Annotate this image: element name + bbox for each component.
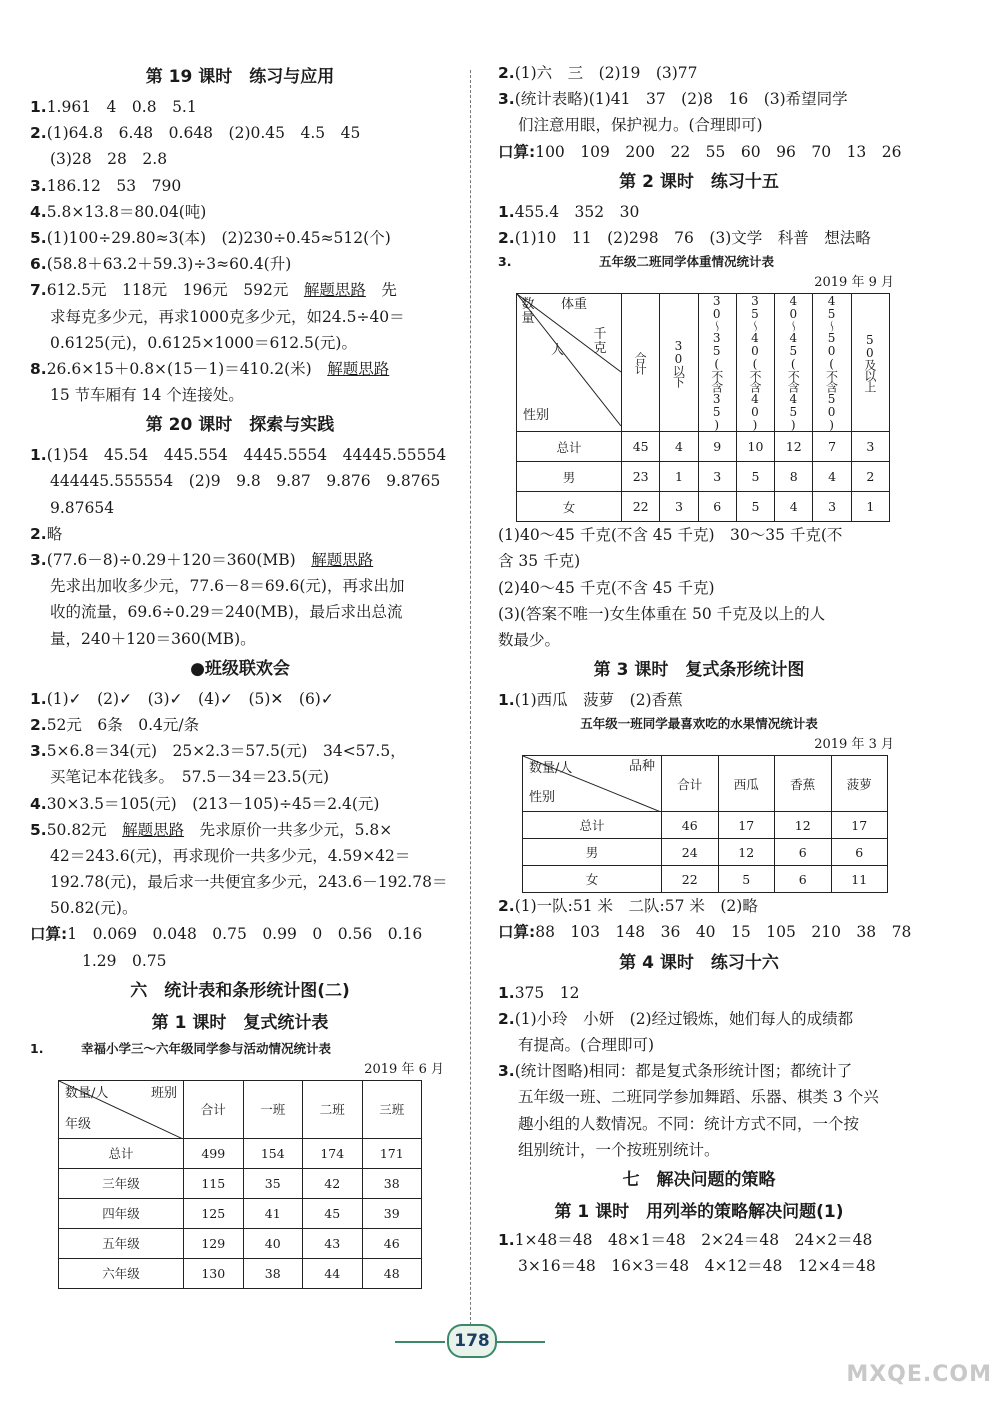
column-divider [470, 70, 471, 1350]
table-row: 五年级 129 40 43 46 [59, 1228, 422, 1258]
table-date: 2019 年 9 月 [814, 275, 894, 291]
header-cell: 菠萝 [831, 756, 888, 812]
table-caption: 幸福小学三～六年级同学参与活动情况统计表 [80, 1040, 331, 1056]
fruit-table [522, 755, 888, 893]
footer-line-left [395, 1341, 445, 1343]
header-cell: 一班 [243, 1080, 303, 1138]
table-row: 男 23 1 3 5 8 4 2 [517, 462, 890, 492]
section-title-party: ●班级联欢会 [190, 658, 290, 679]
header-cell: 西瓜 [718, 756, 775, 812]
activity-table [58, 1080, 422, 1289]
left-column: 第 19 课时 练习与应用 1.1.961 4 0.8 5.1 2.(1)64.8 6.48 0.648 (2)0.45 4.5 45 (3)28 28 2.8 3.186.12 53 790 4.5.8×13.8＝80.04(吨) 5.(1)100÷29.80≈3(本) (2)230÷0.45≈512(个) 6.(58.8＋63.2＋59.3)÷3≈60.4(升) 7.612.5元 118元 196元 592元 解题思路 先 求每克多少元，再求1000克多少元，如24.5÷40＝ 0.6125(元)，0.6125×1000＝612.5(元)。 8.26.6×15＋0.8×(15－1)＝410.2(米) 解题思路 15 节车厢有 14 个连接处。 第 20 课时 探索与实践 1.(1)54 45.54 445.554 4445.5554 44445.55554 444445.555554 (2)9 9.8 9.87 9.876 9.8765 9.87654 2.略 3.(77.6－8)÷0.29＋120＝360(MB) 解题思路 先求出加收多少元，77.6－8＝69.6(元)，再求出加 收的流量，69.6÷0.29＝240(MB)，最后求出总流 量，240＋120＝360(MB)。 ●班级联欢会 1.(1)✓ (2)✓ (3)✓ (4)✓ (5)✕ (6)✓ 2.52元 6条 0.4元/条 3.5×6.8＝34(元) 25×2.3＝57.5(元) 34<57.5， 买笔记本花钱多。 57.5－34＝23.5(元) 4.30×3.5＝105(元) (213－105)÷45＝2.4(元) 5.50.82元 解题思路 先求原价一共多少元，5.8× 42＝243.6(元)，再求现价一共多少元，4.59×42＝ 192.78(元)，最后求一共便宜多少元，243.6－192.78＝ 50.82(元)。 口算:1 0.069 0.048 0.75 0.99 0 0.56 0.16 1.29 0.75 六 统计表和条形统计图(二) 第 1 课时 复式统计表 1. 幸福小学三～六年级同学参与活动情况统计表 2019 年 6 月 数量/人 班别 年级 合计 一班 二班 三班 总计 499 154 174 171 三年级 115 35 42 38 四年级 125 41 45 39 五年级 129 40 43 46 六年级 130 38 44 48 [30, 60, 450, 1289]
table-row: 女 22 3 6 5 4 3 1 [517, 492, 890, 522]
header-cell: 三班 [362, 1080, 422, 1138]
hint-label: 解题思路 [327, 359, 390, 378]
table-row: 女 22 5 6 11 [523, 866, 888, 893]
table-row: 总计 46 17 12 17 [523, 812, 888, 839]
table-corner: 数量/人 班别 年级 [59, 1080, 184, 1138]
table-row: 四年级 125 41 45 39 [59, 1198, 422, 1228]
table-date: 2019 年 3 月 [814, 737, 894, 753]
table-row: 六年级 130 38 44 48 [59, 1258, 422, 1288]
table-corner: 数量/人 品种 性别 [523, 756, 662, 812]
hint-label: 解题思路 [122, 820, 185, 839]
table-caption: 五年级二班同学体重情况统计表 [598, 254, 774, 270]
hint-label: 解题思路 [311, 551, 374, 569]
header-cell: 30以下 [671, 338, 686, 387]
header-cell: 45～50(不含50) [824, 294, 839, 432]
weight-table [516, 293, 890, 522]
page-number: 178 [447, 1324, 497, 1358]
header-cell: 合计 [633, 351, 648, 374]
hint-label: 解题思路 [303, 281, 366, 300]
table-date: 2019 年 6 月 [364, 1061, 444, 1077]
watermark: MXQE.COM [846, 1362, 992, 1387]
header-cell: 30～35(不含35) [709, 294, 724, 432]
section-title-20: 第 20 课时 探索与实践 [145, 415, 335, 436]
header-cell: 合计 [662, 756, 719, 812]
table-corner: 数量 体重 人 千克 性别 [517, 294, 622, 432]
table-row: 男 24 12 6 6 [523, 839, 888, 866]
table-caption: 五年级一班同学最喜欢吃的水果情况统计表 [580, 716, 818, 732]
header-cell: 香蕉 [775, 756, 832, 812]
header-cell: 50及以上 [862, 333, 877, 393]
lesson-title-2: 第 2 课时 练习十五 [619, 171, 779, 192]
chapter-title-6: 六 统计表和条形统计图(二) [130, 980, 350, 1001]
header-cell: 40～45(不含45) [786, 294, 801, 432]
footer-line-right [495, 1341, 545, 1343]
table-row: 总计 45 4 9 10 12 7 3 [517, 432, 890, 462]
chapter-title-7: 七 解决问题的策略 [622, 1169, 776, 1190]
header-cell: 35～40(不含40) [747, 294, 762, 432]
table-row: 总计 499 154 174 171 [59, 1138, 422, 1168]
lesson-title-1: 第 1 课时 复式统计表 [151, 1012, 329, 1033]
right-column: 2.(1)六 三 (2)19 (3)77 3.(统计表略)(1)41 37 (2)8 16 (3)希望同学 们注意用眼，保护视力。(合理即可) 口算:100 109 200 22 55 60 96 70 13 26 第 2 课时 练习十五 1.455.4 352 30 2.(1)10 11 (2)298 76 (3)文学 科普 想法略 3. 五年级二班同学体重情况统计表 2019 年 9 月 数量 体重 人 千克 性别 合计 30以下 30～35(不含35) 35～40(不含40) 40～45(不含45) 45～50(不含50) 50及以上 总计 45 4 9 10 12 7 3 男 23 1 3 5 8 4 2 女 22 3 6 5 4 3 1 (1)40～45 千克(不含 45 千克) 30～35 千克(不 含 35 千克) (2)40～45 千克(不含 45 千克) (3)(答案不唯一)女生体重在 50 千克及以上的人 数最少。 第 3 课时 复式条形统计图 1.(1)西瓜 菠萝 (2)香蕉 五年级一班同学最喜欢吃的水果情况统计表 2019 年 3 月 数量/人 品种 性别 合计 西瓜 香蕉 菠萝 总计 46 17 12 17 男 24 12 6 6 女 22 5 6 11 2.(1)一队:51 米 二队:57 米 (2)略 口算:88 103 148 36 40 15 105 210 38 78 第 4 课时 练习十六 1.375 12 2.(1)小玲 小妍 (2)经过锻炼，她们每人的成绩都 有提高。(合理即可) 3.(统计图略)相同：都是复式条形统计图；都统计了 五年级一班、二班同学参加舞蹈、乐器、棋类 3 个兴 趣小组的人数情况。不同：统计方式不同，一个按 组别统计，一个按班别统计。 七 解决问题的策略 第 1 课时 用列举的策略解决问题(1) 1.1×48＝48 48×1＝48 2×24＝48 24×2＝48 3×16＝48 16×3＝48 4×12＝48 12×4＝48 [498, 64, 912, 1276]
lesson-title-strategy: 第 1 课时 用列举的策略解决问题(1) [554, 1201, 844, 1222]
lesson-title-3: 第 3 课时 复式条形统计图 [593, 660, 805, 681]
table-row: 三年级 115 35 42 38 [59, 1168, 422, 1198]
section-title-19: 第 19 课时 练习与应用 [145, 67, 335, 87]
header-cell: 二班 [303, 1080, 363, 1138]
page-footer [395, 1320, 545, 1360]
lesson-title-4: 第 4 课时 练习十六 [619, 952, 779, 973]
header-cell: 合计 [184, 1080, 244, 1138]
